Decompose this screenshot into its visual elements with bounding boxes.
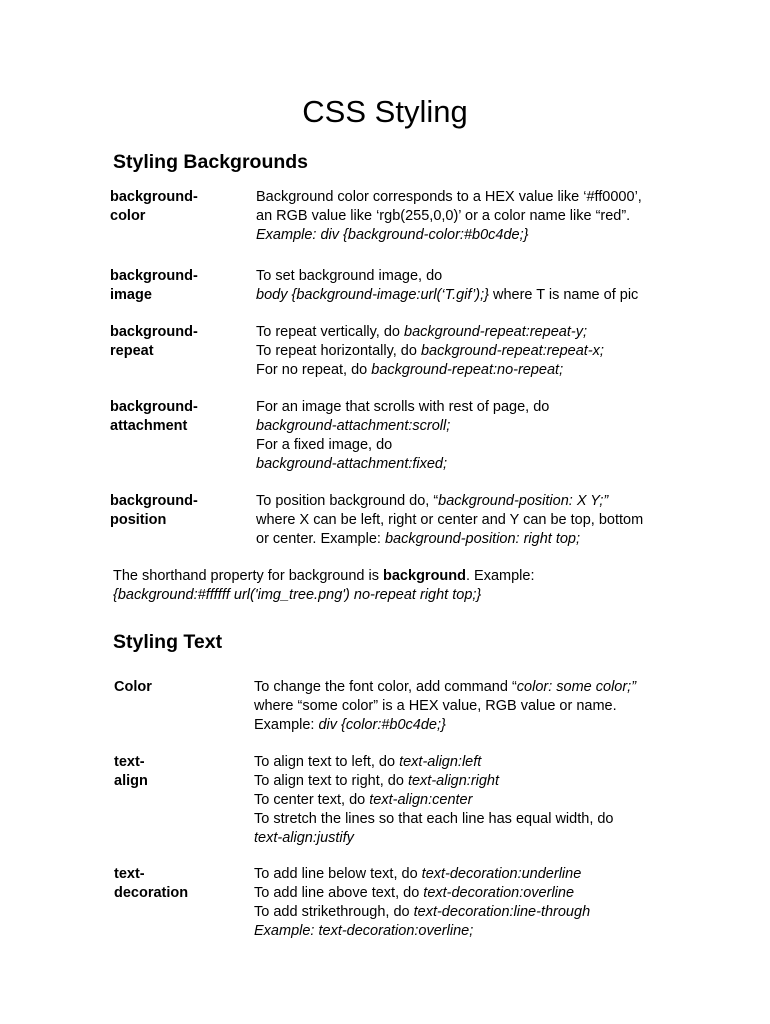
italic-code-text: Example: div {background-color:#b0c4de;} <box>256 227 529 243</box>
entry-term-line: background- <box>110 324 198 340</box>
italic-code-text: background-attachment:fixed; <box>256 456 448 472</box>
italic-code-text: div {color:#b0c4de;} <box>318 717 446 733</box>
text-line <box>256 267 638 286</box>
italic-code-text: background-repeat:repeat-x; <box>420 343 604 359</box>
entry-term-line: position <box>110 512 167 528</box>
italic-code-text: text-align:right <box>407 773 500 789</box>
text-line <box>256 417 549 436</box>
entry-description <box>256 267 638 305</box>
section-heading-backgrounds: Styling Backgrounds <box>113 151 309 173</box>
entry-description <box>254 753 614 848</box>
text-segment: For no repeat, do <box>256 362 372 378</box>
text-line <box>256 226 642 245</box>
italic-code-text: background-position: right top; <box>384 531 581 547</box>
entry-term <box>110 267 198 305</box>
text-segment: Background color corresponds to a HEX value like ‘#ff0000’, <box>256 189 642 205</box>
text-line <box>254 922 590 941</box>
text-line <box>256 207 642 226</box>
entry-term <box>110 398 198 436</box>
text-line <box>113 586 535 605</box>
text-segment: To set background image, do <box>256 268 443 284</box>
entry-term <box>110 323 198 361</box>
text-segment: To center text, do <box>254 792 370 808</box>
text-segment: where T is name of pic <box>488 287 639 303</box>
entry-description <box>256 188 642 245</box>
text-line <box>256 436 549 455</box>
italic-code-text: color: some color;” <box>516 679 637 695</box>
text-line <box>254 678 636 697</box>
entry-term: Color <box>114 679 152 695</box>
text-line <box>256 511 643 530</box>
italic-code-text: text-decoration:overline <box>423 885 575 901</box>
italic-code-text: text-align:justify <box>254 830 354 846</box>
entry-term: background-color <box>110 189 198 224</box>
entry-term-line: background- <box>110 399 198 415</box>
text-segment: The shorthand property for background is <box>113 568 384 584</box>
text-line <box>254 903 590 922</box>
italic-code-text: background-repeat:no-repeat; <box>371 362 564 378</box>
entry-term-line: image <box>110 287 152 303</box>
italic-code-text: background-repeat:repeat-y; <box>404 324 588 340</box>
text-segment: To align text to left, do <box>254 754 400 770</box>
text-segment: For a fixed image, do <box>256 437 393 453</box>
text-line <box>254 772 614 791</box>
text-segment: or center. Example: <box>256 531 385 547</box>
text-line <box>256 342 604 361</box>
entry-description <box>256 323 604 380</box>
entry-term: text-align <box>114 754 148 789</box>
entry-description <box>256 398 549 474</box>
entry-description <box>256 492 643 549</box>
page-title: CSS Styling <box>302 94 468 129</box>
text-line <box>254 865 590 884</box>
text-line <box>256 455 549 474</box>
text-line <box>254 829 614 848</box>
italic-code-text: text-align:left <box>399 754 482 770</box>
text-segment: To add strikethrough, do <box>254 904 414 920</box>
italic-code-text: body {background-image:url(‘T.gif’);} <box>256 287 489 303</box>
text-segment: . Example: <box>466 568 535 584</box>
entry-term-line: repeat <box>110 343 154 359</box>
text-line <box>113 567 535 586</box>
italic-code-text: background-position: X Y;” <box>438 493 609 509</box>
entry-term-line: background- <box>110 268 198 284</box>
italic-code-text: Example: text-decoration:overline; <box>254 923 474 939</box>
text-segment: where “some color” is a HEX value, RGB value or name. <box>254 698 617 714</box>
entry-term <box>110 492 198 530</box>
italic-code-text: background-attachment:scroll; <box>256 418 451 434</box>
text-segment: To add line below text, do <box>254 866 422 882</box>
italic-code-text: text-decoration:underline <box>421 866 582 882</box>
text-segment: To align text to right, do <box>254 773 408 789</box>
text-segment: To add line above text, do <box>254 885 424 901</box>
text-line <box>256 398 549 417</box>
text-line <box>254 716 636 735</box>
text-segment: To repeat vertically, do <box>256 324 405 340</box>
text-segment: where X can be left, right or center and Y can be top, bottom <box>256 512 644 528</box>
entry-term-line: background- <box>110 493 198 509</box>
text-line <box>256 188 642 207</box>
entry-description <box>254 865 590 941</box>
shorthand-note <box>113 567 535 605</box>
text-line <box>254 810 614 829</box>
italic-code-text: text-decoration:line-through <box>413 904 591 920</box>
text-segment: To repeat horizontally, do <box>256 343 421 359</box>
text-line <box>254 884 590 903</box>
text-segment: To position background do, “ <box>256 493 439 509</box>
bold-text: background <box>383 568 466 584</box>
section-heading-text: Styling Text <box>113 631 223 653</box>
italic-code-text: {background:#ffffff url('img_tree.png') no-repeat right top;} <box>113 587 482 603</box>
text-segment: For an image that scrolls with rest of page, do <box>256 399 550 415</box>
text-segment: To change the font color, add command “ <box>254 679 517 695</box>
text-line <box>256 286 638 305</box>
text-line <box>256 492 643 511</box>
text-line <box>256 361 604 380</box>
text-segment: Example: <box>254 717 319 733</box>
text-segment: an RGB value like ‘rgb(255,0,0)’ or a color name like “red”. <box>256 208 631 224</box>
text-line <box>254 791 614 810</box>
entry-term: text-decoration <box>114 866 189 901</box>
text-line <box>254 753 614 772</box>
text-line <box>256 323 604 342</box>
entry-term-line: attachment <box>110 418 188 434</box>
italic-code-text: text-align:center <box>369 792 473 808</box>
text-segment: To stretch the lines so that each line has equal width, do <box>254 811 614 827</box>
text-line <box>256 530 643 549</box>
text-line <box>254 697 636 716</box>
entry-description <box>254 678 636 735</box>
